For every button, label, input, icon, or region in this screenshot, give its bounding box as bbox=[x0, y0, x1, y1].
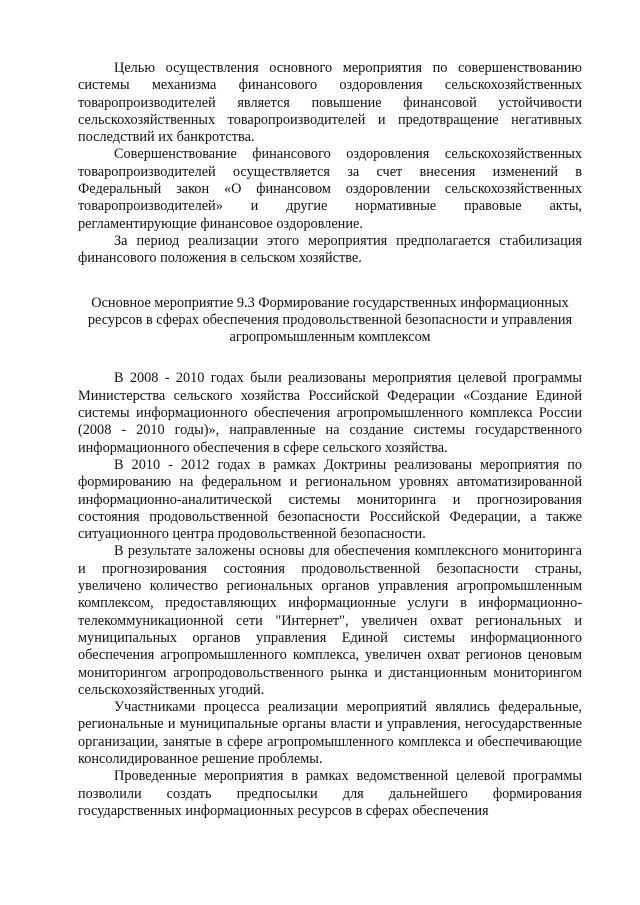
paragraph: Участниками процесса реализации мероприятий являлись федеральные, региональные и муниципальные органы власти и управления, негосударственные организации, занятые в сфере агропромышленного комплекса и обеспечивающие консолидированное решение проблемы. bbox=[78, 699, 582, 767]
paragraph: В 2010 - 2012 годах в рамках Доктрины реализованы мероприятия по формированию на федеральном и региональном уровнях автоматизированной информационно-аналитической системы мониторинга и прогнозирования состояния продовольственной безопасности Российской Федерации, а также ситуационного центра продовольственной безопасности. bbox=[78, 456, 582, 543]
paragraph: За период реализации этого мероприятия предполагается стабилизация финансового положения в сельском хозяйстве. bbox=[78, 232, 582, 267]
paragraph: Проведенные мероприятия в рамках ведомственной целевой программы позволили создать предпосылки для дальнейшего формирования государственных информационных ресурсов в сферах обеспечения bbox=[78, 768, 582, 819]
paragraph: В 2008 - 2010 годах были реализованы мероприятия целевой программы Министерства сельского хозяйства Российской Федерации «Создание Единой системы информационного обеспечения агропромышленного комплекса России (2008 - 2010 годы)», направленные на создание системы государственного информационного обеспечения в сфере сельского хозяйства. bbox=[78, 370, 582, 456]
paragraph: Целью осуществления основного мероприятия по совершенствованию системы механизма финансового оздоровления сельскохозяйственных товаропроизводителей является повышение финансовой устойчивости сельскохозяйственных товаропроизводителей и предотвращение негативных последствий их банкротства. bbox=[78, 60, 582, 146]
section-heading: Основное мероприятие 9.3 Формирование государственных информационных ресурсов в сферах обеспечения продовольственной безопасности и управления агропромышленным комплексом bbox=[87, 294, 573, 346]
paragraph: Совершенствование финансового оздоровления сельскохозяйственных товаропроизводителей осуществляется за счет внесения изменений в Федеральный закон «О финансовом оздоровлении сельскохозяйственных товаропроизводителей» и другие нормативные правовые акты, регламентирующие финансовое оздоровление. bbox=[78, 146, 582, 232]
paragraph: В результате заложены основы для обеспечения комплексного мониторинга и прогнозирования состояния продовольственной безопасности страны, увеличено количество региональных органов управления агропромышленным комплексом, предоставляющих информационные услуги в информационно-телекоммуникационной сети "Интернет", увеличен охват региональных и муниципальных органов управления Единой системы информационного обеспечения агропромышленного комплекса, увеличен охват регионов ценовым мониторингом агропродовольственного рынка и дистанционным мониторингом сельскохозяйственных угодий. bbox=[78, 543, 582, 698]
